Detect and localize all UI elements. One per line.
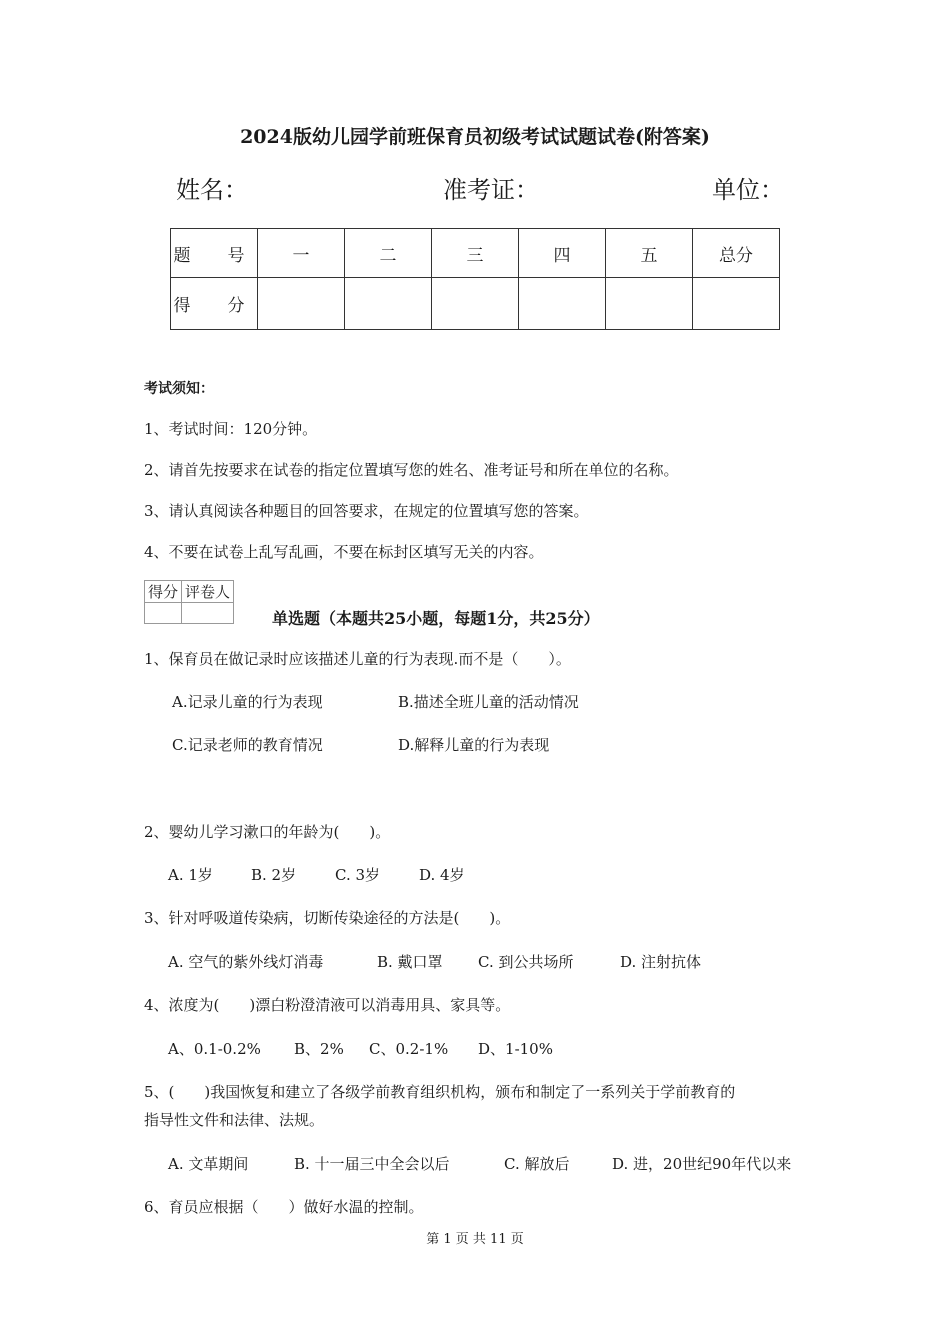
score-table-header-cell: 二 xyxy=(345,229,432,278)
option-c: C. 3岁 xyxy=(335,866,381,884)
score-cell[interactable] xyxy=(258,278,345,330)
score-table-header-cell: 总分 xyxy=(693,229,780,278)
score-cell[interactable] xyxy=(693,278,780,330)
option-c: C. 解放后 xyxy=(504,1155,570,1173)
option-d: D. 注射抗体 xyxy=(620,953,702,971)
grader-name-cell[interactable] xyxy=(182,603,234,624)
question-stem: 2、婴幼儿学习漱口的年龄为( )。 xyxy=(144,823,391,841)
option-a: A.记录儿童的行为表现 xyxy=(172,693,323,711)
note-item: 4、不要在试卷上乱写乱画，不要在标封区填写无关的内容。 xyxy=(144,543,544,561)
score-cell[interactable] xyxy=(345,278,432,330)
option-a: A. 文革期间 xyxy=(168,1155,249,1173)
score-table-header-cell: 五 xyxy=(606,229,693,278)
option-b: B. 戴口罩 xyxy=(377,953,443,971)
score-cell[interactable] xyxy=(432,278,519,330)
score-table-header-cell: 一 xyxy=(258,229,345,278)
question-stem: 1、保育员在做记录时应该描述儿童的行为表现.而不是（ ）。 xyxy=(144,650,571,668)
score-cell[interactable] xyxy=(606,278,693,330)
grader-score-label: 得分 xyxy=(145,581,182,603)
notes-title: 考试须知： xyxy=(144,381,214,397)
option-b: B. 2岁 xyxy=(251,866,297,884)
document-title: 2024版幼儿园学前班保育员初级考试试题试卷(附答案) xyxy=(240,126,710,148)
score-table xyxy=(170,228,780,330)
score-row-label: 得 分 xyxy=(171,278,258,330)
score-table-header-row xyxy=(171,229,780,278)
option-a: A. 空气的紫外线灯消毒 xyxy=(168,953,324,971)
unit-field-label: 单位： xyxy=(712,176,784,204)
option-b: B、2% xyxy=(294,1040,344,1058)
option-d: D、1-10% xyxy=(478,1040,553,1058)
grader-box xyxy=(144,580,234,624)
question-stem: 6、育员应根据（ ）做好水温的控制。 xyxy=(144,1198,424,1216)
option-d: D. 进，20世纪90年代以来 xyxy=(612,1155,792,1173)
grader-score-cell[interactable] xyxy=(145,603,182,624)
page-footer: 第 1 页 共 11 页 xyxy=(426,1232,524,1247)
option-b: B.描述全班儿童的活动情况 xyxy=(398,693,579,711)
option-d: D.解释儿童的行为表现 xyxy=(398,736,550,754)
option-d: D. 4岁 xyxy=(419,866,465,884)
option-c: C.记录老师的教育情况 xyxy=(172,736,323,754)
option-c: C. 到公共场所 xyxy=(478,953,574,971)
question-stem: 5、( )我国恢复和建立了各级学前教育组织机构，颁布和制定了一系列关于学前教育的 xyxy=(144,1083,736,1101)
score-table-score-row xyxy=(171,278,780,330)
option-b: B. 十一届三中全会以后 xyxy=(294,1155,450,1173)
score-cell[interactable] xyxy=(519,278,606,330)
name-field-label: 姓名： xyxy=(176,176,248,204)
option-a: A、0.1-0.2% xyxy=(168,1040,261,1058)
note-item: 2、请首先按要求在试卷的指定位置填写您的姓名、准考证号和所在单位的名称。 xyxy=(144,461,679,479)
option-c: C、0.2-1% xyxy=(369,1040,449,1058)
exam-id-field-label: 准考证： xyxy=(443,176,539,204)
option-a: A. 1岁 xyxy=(168,866,213,884)
score-table-header-cell: 四 xyxy=(519,229,606,278)
score-table-header-cell: 三 xyxy=(432,229,519,278)
question-stem-continued: 指导性文件和法律、法规。 xyxy=(144,1111,325,1129)
question-stem: 4、浓度为( )漂白粉澄清液可以消毒用具、家具等。 xyxy=(144,996,511,1014)
score-table-header-cell: 题 号 xyxy=(171,229,258,278)
note-item: 3、请认真阅读各种题目的回答要求，在规定的位置填写您的答案。 xyxy=(144,502,589,520)
grader-name-label: 评卷人 xyxy=(182,581,234,603)
question-stem: 3、针对呼吸道传染病，切断传染途径的方法是( )。 xyxy=(144,909,511,927)
note-item: 1、考试时间：120分钟。 xyxy=(144,420,318,438)
section-title: 单选题（本题共25小题，每题1分，共25分） xyxy=(272,609,600,628)
